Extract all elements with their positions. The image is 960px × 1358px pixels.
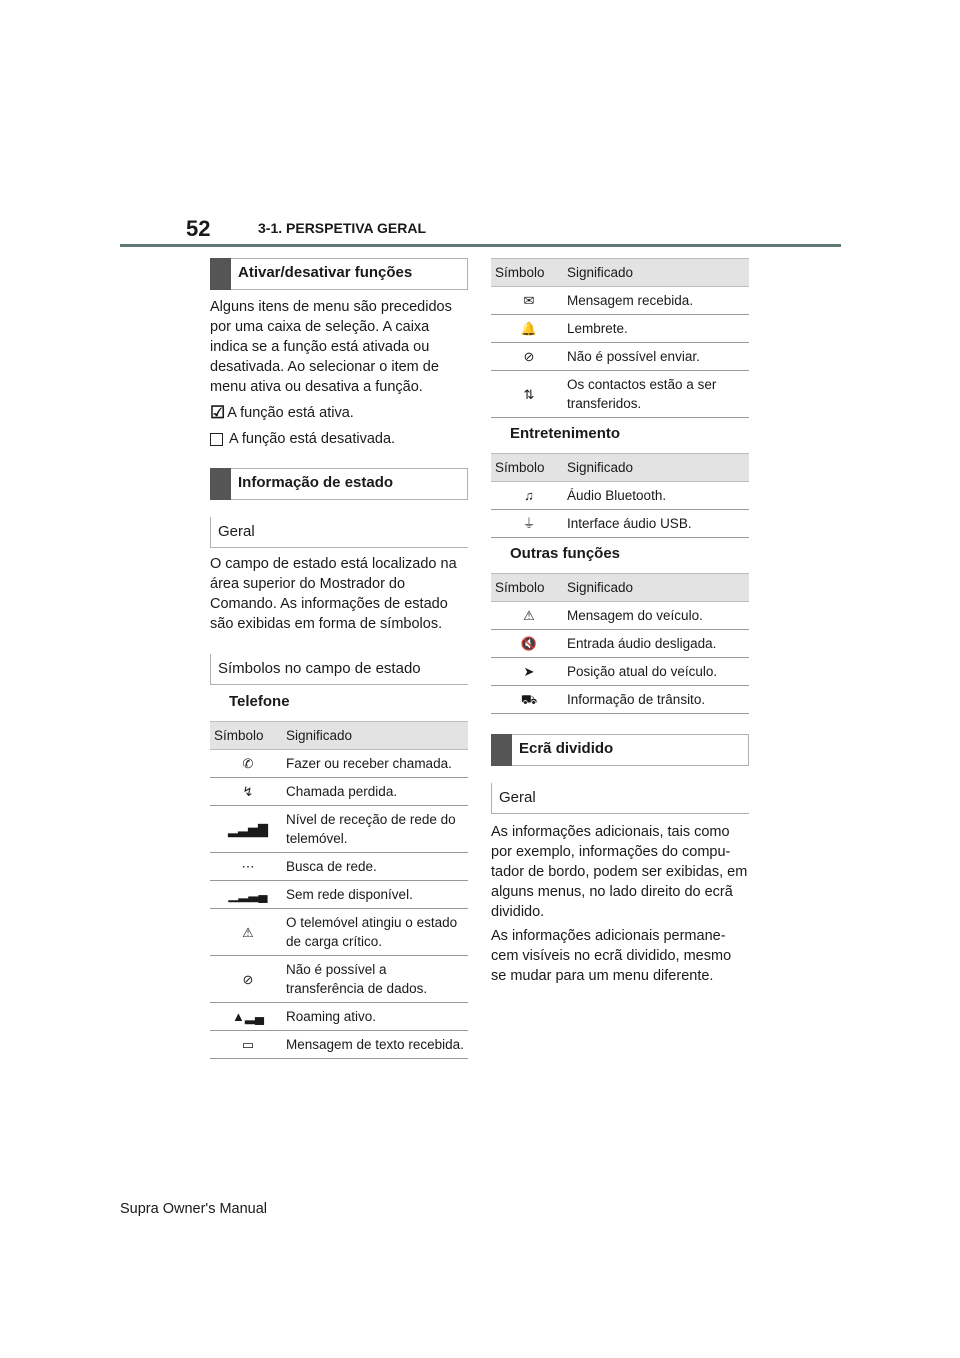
col-header-symbol: Símbolo xyxy=(491,259,567,287)
active-label: A função está ativa. xyxy=(227,405,354,421)
table-row xyxy=(491,602,749,630)
paragraph-toggle: Alguns itens de menu são precedidos por uma caixa de seleção. A caixa indica se a função está ativada ou desativada. Ao selecionar o item de menu ativa ou desativa a função. xyxy=(210,299,452,395)
right-column xyxy=(491,258,749,986)
header-rule xyxy=(120,244,841,247)
meaning-cell: Os contactos estão a ser transferidos. xyxy=(567,371,749,418)
meaning-cell: Lembrete. xyxy=(567,315,749,343)
footer-text: Supra Owner's Manual xyxy=(120,1201,268,1217)
bluetooth-audio-icon: ♫ xyxy=(491,482,567,510)
table-row xyxy=(210,750,468,778)
table-row xyxy=(210,853,468,881)
section-title: Informação de estado xyxy=(238,474,394,491)
subheading-label: Geral xyxy=(499,789,536,806)
traffic-icon: ⛟ xyxy=(491,686,567,714)
text-message-icon: ▭ xyxy=(210,1031,286,1059)
battery-critical-icon: ⚠ xyxy=(210,909,286,956)
phone-symbols-table xyxy=(210,721,468,1059)
other-symbols-table xyxy=(491,573,749,714)
group-title-phone: Telefone xyxy=(229,693,290,710)
meaning-cell: Mensagem do veículo. xyxy=(567,602,749,630)
audio-off-icon: 🔇 xyxy=(491,630,567,658)
table-row xyxy=(210,806,468,853)
signal-strength-icon: ▂▃▅▇ xyxy=(210,806,286,853)
table-row xyxy=(210,1003,468,1031)
table-row xyxy=(210,881,468,909)
col-header-meaning: Significado xyxy=(567,259,749,287)
meaning-cell: Chamada perdida. xyxy=(286,778,468,806)
col-header-symbol: Símbolo xyxy=(491,454,567,482)
page-number: 52 xyxy=(186,216,211,241)
section-title: Ativar/desativar funções xyxy=(238,264,413,281)
heading-marker xyxy=(491,734,512,766)
subheading-label: Geral xyxy=(218,523,255,540)
table-row xyxy=(210,909,468,956)
usb-icon: ⏚ xyxy=(491,510,567,538)
table-row xyxy=(491,287,749,315)
paragraph-split-2: As informações adicionais permane-cem visíveis no ecrã dividido, mesmo se mudar para um menu diferente. xyxy=(491,928,732,984)
group-title-other: Outras funções xyxy=(510,545,621,562)
section-heading-toggle xyxy=(210,258,468,290)
col-header-symbol: Símbolo xyxy=(491,574,567,602)
subheading-general xyxy=(210,517,468,548)
phone-icon: ✆ xyxy=(210,750,286,778)
checked-box-icon: ☑ xyxy=(210,403,226,422)
meaning-cell: Nível de receção de rede do telemóvel. xyxy=(286,806,468,853)
active-item xyxy=(210,403,468,423)
inactive-item xyxy=(210,431,468,447)
bell-icon: 🔔 xyxy=(491,315,567,343)
unchecked-box-icon xyxy=(210,433,223,446)
contacts-transfer-icon: ⇅ xyxy=(491,371,567,418)
col-header-meaning: Significado xyxy=(567,574,749,602)
meaning-cell: Interface áudio USB. xyxy=(567,510,749,538)
table-row xyxy=(491,315,749,343)
table-row xyxy=(210,956,468,1003)
no-data-icon: ⊘ xyxy=(210,956,286,1003)
heading-marker xyxy=(210,258,231,290)
table-row xyxy=(210,778,468,806)
meaning-cell: Mensagem recebida. xyxy=(567,287,749,315)
section-title: Ecrã dividido xyxy=(519,740,614,757)
heading-marker xyxy=(210,468,231,500)
meaning-cell: Fazer ou receber chamada. xyxy=(286,750,468,778)
meaning-cell: Mensagem de texto recebida. xyxy=(286,1031,468,1059)
paragraph-split-1: As informações adicionais, tais como por exemplo, informações do compu-tador de bordo, podem ser exibidas, em alguns menus, no lado direito do ecrã dividido. xyxy=(491,824,748,920)
messages-symbols-table xyxy=(491,258,749,418)
meaning-cell: Posição atual do veículo. xyxy=(567,658,749,686)
inactive-label: A função está desativada. xyxy=(229,431,396,447)
table-row xyxy=(491,343,749,371)
table-row xyxy=(491,630,749,658)
paragraph-status: O campo de estado está localizado na área superior do Mostrador do Comando. As informações de estado são exibidas em forma de símbolos. xyxy=(210,556,457,632)
position-icon: ➤ xyxy=(491,658,567,686)
section-heading-status xyxy=(210,468,468,500)
section-heading-split xyxy=(491,734,749,766)
roaming-icon: ▲▂▄ xyxy=(210,1003,286,1031)
subheading-symbols xyxy=(210,654,468,685)
meaning-cell: Não é possível a transferência de dados. xyxy=(286,956,468,1003)
meaning-cell: Entrada áudio desligada. xyxy=(567,630,749,658)
network-search-icon: ⋯ xyxy=(210,853,286,881)
table-row xyxy=(491,371,749,418)
table-row xyxy=(210,1031,468,1059)
subheading-general-split xyxy=(491,783,749,814)
left-column xyxy=(210,258,468,1059)
table-row xyxy=(491,482,749,510)
table-row xyxy=(491,658,749,686)
meaning-cell: Busca de rede. xyxy=(286,853,468,881)
meaning-cell: Roaming ativo. xyxy=(286,1003,468,1031)
col-header-symbol: Símbolo xyxy=(210,722,286,750)
warning-icon: ⚠ xyxy=(491,602,567,630)
no-network-icon: ▁▂▃▄ xyxy=(210,881,286,909)
meaning-cell: Informação de trânsito. xyxy=(567,686,749,714)
group-title-entertainment: Entretenimento xyxy=(510,425,621,442)
send-failed-icon: ⊘ xyxy=(491,343,567,371)
table-row xyxy=(491,686,749,714)
col-header-meaning: Significado xyxy=(567,454,749,482)
missed-call-icon: ↯ xyxy=(210,778,286,806)
subheading-label: Símbolos no campo de estado xyxy=(218,660,421,677)
table-row xyxy=(491,510,749,538)
meaning-cell: Sem rede disponível. xyxy=(286,881,468,909)
chapter-title: 3-1. PERSPETIVA GERAL xyxy=(258,220,427,236)
entertainment-symbols-table xyxy=(491,453,749,538)
col-header-meaning: Significado xyxy=(286,722,468,750)
mail-icon: ✉ xyxy=(491,287,567,315)
meaning-cell: Áudio Bluetooth. xyxy=(567,482,749,510)
meaning-cell: Não é possível enviar. xyxy=(567,343,749,371)
meaning-cell: O telemóvel atingiu o estado de carga crítico. xyxy=(286,909,468,956)
